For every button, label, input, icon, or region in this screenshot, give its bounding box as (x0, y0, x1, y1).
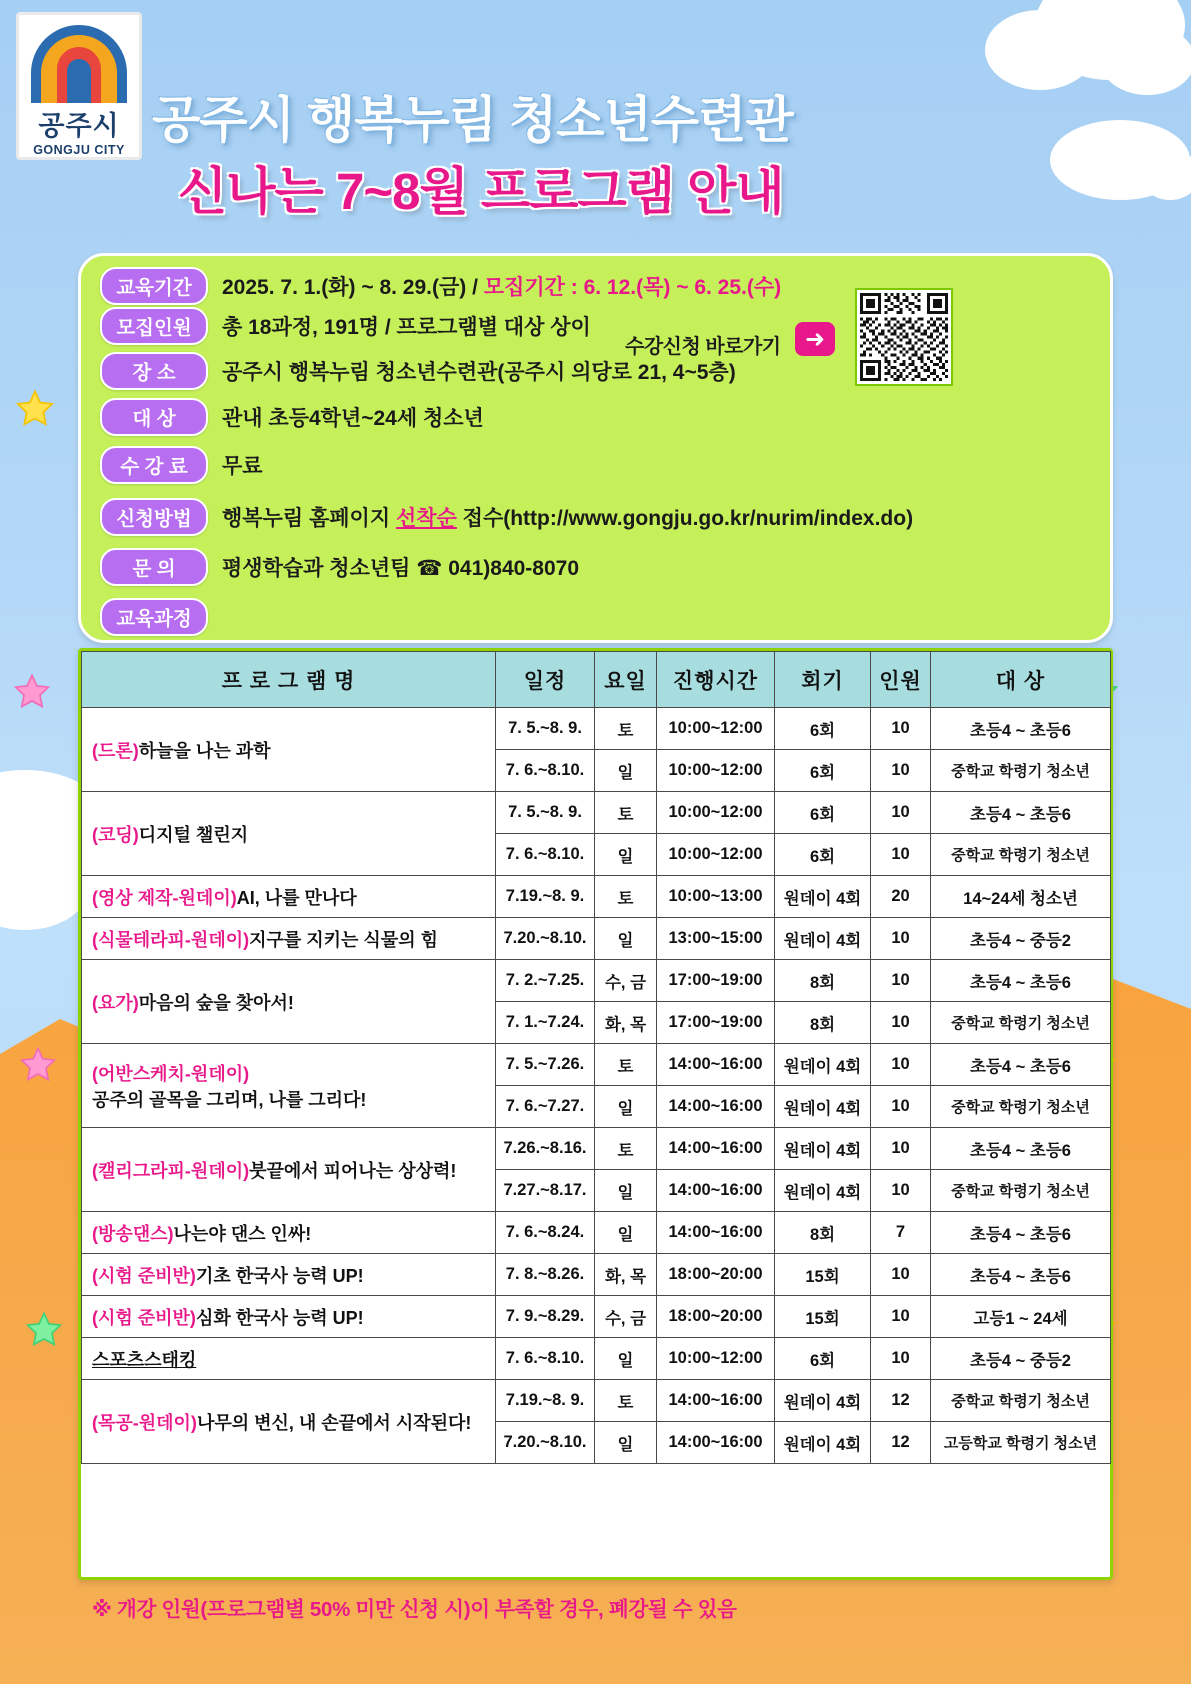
target-cell: 초등4 ~ 중등2 (931, 918, 1111, 960)
weekday-cell: 토 (595, 1380, 657, 1422)
info-value: 공주시 행복누림 청소년수련관(공주시 의당로 21, 4~5층) (222, 361, 736, 384)
info-row-5 (100, 446, 263, 484)
info-row-4 (100, 398, 484, 436)
capacity-cell: 10 (871, 1296, 931, 1338)
sessions-cell: 원데이 4회 (775, 876, 871, 918)
info-label: 교육기간 (100, 267, 208, 305)
table-row (82, 876, 1111, 918)
capacity-cell: 10 (871, 918, 931, 960)
info-label: 대 상 (100, 398, 208, 436)
arrow-right-icon: ➜ (795, 322, 835, 356)
capacity-cell: 20 (871, 876, 931, 918)
weekday-cell: 수, 금 (595, 1296, 657, 1338)
sessions-cell: 원데이 4회 (775, 1170, 871, 1212)
info-value: 무료 (222, 455, 263, 478)
weekday-cell: 일 (595, 750, 657, 792)
sessions-cell: 6회 (775, 1338, 871, 1380)
time-cell: 17:00~19:00 (657, 960, 775, 1002)
time-cell: 14:00~16:00 (657, 1422, 775, 1464)
sessions-cell: 6회 (775, 792, 871, 834)
sessions-cell: 원데이 4회 (775, 918, 871, 960)
recruit-period-highlight: 모집기간 : 6. 12.(목) ~ 6. 25.(수) (483, 276, 782, 299)
schedule-cell: 7. 9.~8.29. (496, 1296, 595, 1338)
info-row-6 (100, 498, 913, 536)
weekday-cell: 토 (595, 1128, 657, 1170)
program-link[interactable]: 스포츠스태킹 (92, 1349, 197, 1370)
weekday-cell: 일 (595, 834, 657, 876)
sessions-cell: 원데이 4회 (775, 1044, 871, 1086)
schedule-cell: 7.27.~8.17. (496, 1170, 595, 1212)
schedule-cell: 7.19.~8. 9. (496, 1380, 595, 1422)
sessions-cell: 8회 (775, 1212, 871, 1254)
program-category: (방송댄스) (92, 1223, 174, 1244)
capacity-cell: 10 (871, 960, 931, 1002)
table-header-cell-3: 진행시간 (657, 652, 775, 708)
capacity-cell: 10 (871, 792, 931, 834)
target-cell: 14~24세 청소년 (931, 876, 1111, 918)
time-cell: 14:00~16:00 (657, 1044, 775, 1086)
target-cell: 중학교 학령기 청소년 (931, 834, 1111, 876)
sessions-cell: 15회 (775, 1296, 871, 1338)
program-category: (캘리그라피-원데이) (92, 1160, 250, 1181)
schedule-cell: 7.19.~8. 9. (496, 876, 595, 918)
gongju-city-logo (16, 12, 142, 160)
schedule-cell: 7.26.~8.16. (496, 1128, 595, 1170)
target-cell: 초등4 ~ 초등6 (931, 1212, 1111, 1254)
qr-label: 수강신청 바로가기 (625, 336, 781, 358)
capacity-cell: 10 (871, 1086, 931, 1128)
program-name-cell (82, 1044, 496, 1128)
sessions-cell: 원데이 4회 (775, 1086, 871, 1128)
table-row (82, 1296, 1111, 1338)
schedule-cell: 7. 8.~8.26. (496, 1254, 595, 1296)
program-title: 하늘을 나는 과학 (138, 740, 271, 761)
info-label: 장 소 (100, 352, 208, 390)
table-row (82, 1254, 1111, 1296)
program-name-cell (82, 1254, 496, 1296)
info-value: 관내 초등4학년~24세 청소년 (222, 407, 484, 430)
target-cell: 중학교 학령기 청소년 (931, 1170, 1111, 1212)
info-label: 교육과정 (100, 598, 208, 636)
weekday-cell: 일 (595, 1086, 657, 1128)
time-cell: 10:00~12:00 (657, 1338, 775, 1380)
program-title: 나무의 변신, 내 손끝에서 시작된다! (196, 1412, 472, 1433)
weekday-cell: 일 (595, 1338, 657, 1380)
arch-icon (31, 25, 127, 100)
star-icon (18, 1045, 58, 1085)
table-header-cell-6: 대 상 (931, 652, 1111, 708)
program-category: (드론) (92, 740, 139, 761)
target-cell: 초등4 ~ 초등6 (931, 1128, 1111, 1170)
program-name-cell (82, 1128, 496, 1212)
weekday-cell: 일 (595, 918, 657, 960)
schedule-cell: 7. 6.~8.10. (496, 834, 595, 876)
time-cell: 18:00~20:00 (657, 1296, 775, 1338)
table-row (82, 1338, 1111, 1380)
table-header-cell-4: 회기 (775, 652, 871, 708)
time-cell: 10:00~12:00 (657, 750, 775, 792)
target-cell: 초등4 ~ 초등6 (931, 708, 1111, 750)
table-row (82, 960, 1111, 1002)
weekday-cell: 일 (595, 1170, 657, 1212)
sessions-cell: 6회 (775, 708, 871, 750)
time-cell: 10:00~12:00 (657, 834, 775, 876)
qr-code-image (860, 293, 948, 381)
table-header-cell-0: 프 로 그 램 명 (82, 652, 496, 708)
table-header-cell-5: 인원 (871, 652, 931, 708)
logo-korean-text: 공주시 (38, 111, 120, 141)
schedule-cell: 7. 6.~8.10. (496, 1338, 595, 1380)
capacity-cell: 10 (871, 1044, 931, 1086)
program-table (81, 651, 1111, 1464)
star-icon (24, 1310, 64, 1350)
info-label: 신청방법 (100, 498, 208, 536)
capacity-cell: 10 (871, 834, 931, 876)
sessions-cell: 6회 (775, 834, 871, 876)
page-title: 공주시 행복누림 청소년수련관 (152, 92, 793, 148)
program-table-container (78, 648, 1113, 1580)
capacity-cell: 10 (871, 1128, 931, 1170)
weekday-cell: 일 (595, 1422, 657, 1464)
weekday-cell: 토 (595, 792, 657, 834)
capacity-cell: 12 (871, 1380, 931, 1422)
table-header-cell-1: 일정 (496, 652, 595, 708)
program-name-cell (82, 708, 496, 792)
info-value: 총 18과정, 191명 / 프로그램별 대상 상이 (222, 316, 591, 339)
page-subtitle: 신나는 7~8월 프로그램 안내 (178, 163, 784, 220)
sessions-cell: 8회 (775, 1002, 871, 1044)
program-title: 디지털 챌린지 (138, 824, 249, 845)
info-row-2 (100, 307, 591, 345)
program-name-cell (82, 1212, 496, 1254)
time-cell: 10:00~12:00 (657, 708, 775, 750)
sessions-cell: 15회 (775, 1254, 871, 1296)
target-cell: 고등1 ~ 24세 (931, 1296, 1111, 1338)
qr-code[interactable] (855, 288, 953, 386)
time-cell: 14:00~16:00 (657, 1380, 775, 1422)
capacity-cell: 10 (871, 1002, 931, 1044)
footnote: ※ 개강 인원(프로그램별 50% 미만 신청 시)이 부족할 경우, 폐강될 수 있음 (92, 1598, 737, 1621)
capacity-cell: 10 (871, 1170, 931, 1212)
table-row (82, 1044, 1111, 1086)
program-title-line2: 공주의 골목을 그리며, 나를 그리다! (92, 1089, 367, 1110)
info-row-8 (100, 598, 222, 636)
program-title: 지구를 지키는 식물의 힘 (249, 929, 438, 950)
schedule-cell: 7. 6.~7.27. (496, 1086, 595, 1128)
program-category: (목공-원데이) (92, 1412, 197, 1433)
program-category: (어반스케치-원데이) (92, 1063, 250, 1084)
capacity-cell: 10 (871, 1254, 931, 1296)
program-category: (코딩) (92, 824, 139, 845)
info-value: 행복누림 홈페이지 선착순 접수(http://www.gongju.go.kr/nurim/index.do) (222, 507, 914, 530)
program-title: 마음의 숲을 찾아서! (138, 992, 294, 1013)
star-icon (14, 388, 56, 430)
schedule-cell: 7. 5.~8. 9. (496, 708, 595, 750)
info-value: 2025. 7. 1.(화) ~ 8. 29.(금) / 모집기간 : 6. 12.(목) ~ 6. 25.(수) (222, 276, 782, 299)
target-cell: 중학교 학령기 청소년 (931, 1086, 1111, 1128)
program-name-cell (82, 876, 496, 918)
weekday-cell: 화, 목 (595, 1002, 657, 1044)
program-title: 기초 한국사 능력 UP! (195, 1265, 364, 1286)
target-cell: 중학교 학령기 청소년 (931, 1002, 1111, 1044)
time-cell: 17:00~19:00 (657, 1002, 775, 1044)
target-cell: 초등4 ~ 초등6 (931, 960, 1111, 1002)
time-cell: 18:00~20:00 (657, 1254, 775, 1296)
capacity-cell: 12 (871, 1422, 931, 1464)
table-row (82, 1128, 1111, 1170)
target-cell: 초등4 ~ 초등6 (931, 1254, 1111, 1296)
program-name-cell (82, 1338, 496, 1380)
time-cell: 13:00~15:00 (657, 918, 775, 960)
time-cell: 14:00~16:00 (657, 1212, 775, 1254)
info-label: 수 강 료 (100, 446, 208, 484)
program-name-cell (82, 792, 496, 876)
info-label: 문 의 (100, 548, 208, 586)
sessions-cell: 8회 (775, 960, 871, 1002)
weekday-cell: 화, 목 (595, 1254, 657, 1296)
schedule-cell: 7.20.~8.10. (496, 1422, 595, 1464)
time-cell: 14:00~16:00 (657, 1170, 775, 1212)
sessions-cell: 원데이 4회 (775, 1422, 871, 1464)
info-label: 모집인원 (100, 307, 208, 345)
schedule-cell: 7. 2.~7.25. (496, 960, 595, 1002)
program-title: 나는야 댄스 인싸! (173, 1223, 312, 1244)
sessions-cell: 원데이 4회 (775, 1128, 871, 1170)
time-cell: 14:00~16:00 (657, 1128, 775, 1170)
info-row-1 (100, 267, 781, 305)
first-come-highlight: 선착순 (395, 507, 457, 530)
schedule-cell: 7. 6.~8.10. (496, 750, 595, 792)
schedule-cell: 7. 5.~7.26. (496, 1044, 595, 1086)
program-name-cell (82, 960, 496, 1044)
sessions-cell: 원데이 4회 (775, 1380, 871, 1422)
capacity-cell: 10 (871, 1338, 931, 1380)
table-row (82, 792, 1111, 834)
table-row (82, 918, 1111, 960)
table-row (82, 1212, 1111, 1254)
time-cell: 10:00~13:00 (657, 876, 775, 918)
program-category: (식물테라피-원데이) (92, 929, 250, 950)
time-cell: 14:00~16:00 (657, 1086, 775, 1128)
logo-english-text: GONGJU CITY (33, 143, 125, 157)
weekday-cell: 토 (595, 708, 657, 750)
schedule-cell: 7. 1.~7.24. (496, 1002, 595, 1044)
target-cell: 중학교 학령기 청소년 (931, 1380, 1111, 1422)
program-category: (시험 준비반) (92, 1307, 196, 1328)
star-icon (12, 672, 52, 712)
program-title: 심화 한국사 능력 UP! (195, 1307, 364, 1328)
sessions-cell: 6회 (775, 750, 871, 792)
info-value: 평생학습과 청소년팀 ☎ 041)840-8070 (222, 557, 580, 580)
program-title: AI, 나를 만나다 (236, 887, 357, 908)
table-row (82, 1380, 1111, 1422)
target-cell: 초등4 ~ 초등6 (931, 792, 1111, 834)
program-name-cell (82, 1380, 496, 1464)
capacity-cell: 7 (871, 1212, 931, 1254)
capacity-cell: 10 (871, 708, 931, 750)
weekday-cell: 일 (595, 1212, 657, 1254)
target-cell: 초등4 ~ 중등2 (931, 1338, 1111, 1380)
table-header-cell-2: 요일 (595, 652, 657, 708)
weekday-cell: 토 (595, 1044, 657, 1086)
table-header-row (82, 652, 1111, 708)
target-cell: 중학교 학령기 청소년 (931, 750, 1111, 792)
weekday-cell: 수, 금 (595, 960, 657, 1002)
program-title: 붓끝에서 피어나는 상상력! (249, 1160, 457, 1181)
program-name-cell (82, 1296, 496, 1338)
program-name-cell (82, 918, 496, 960)
schedule-cell: 7. 5.~8. 9. (496, 792, 595, 834)
weekday-cell: 토 (595, 876, 657, 918)
schedule-cell: 7. 6.~8.24. (496, 1212, 595, 1254)
program-category: (영상 제작-원데이) (92, 887, 237, 908)
time-cell: 10:00~12:00 (657, 792, 775, 834)
table-row (82, 708, 1111, 750)
capacity-cell: 10 (871, 750, 931, 792)
info-row-7 (100, 548, 579, 586)
program-category: (시험 준비반) (92, 1265, 196, 1286)
target-cell: 초등4 ~ 초등6 (931, 1044, 1111, 1086)
program-category: (요가) (92, 992, 139, 1013)
target-cell: 고등학교 학령기 청소년 (931, 1422, 1111, 1464)
schedule-cell: 7.20.~8.10. (496, 918, 595, 960)
